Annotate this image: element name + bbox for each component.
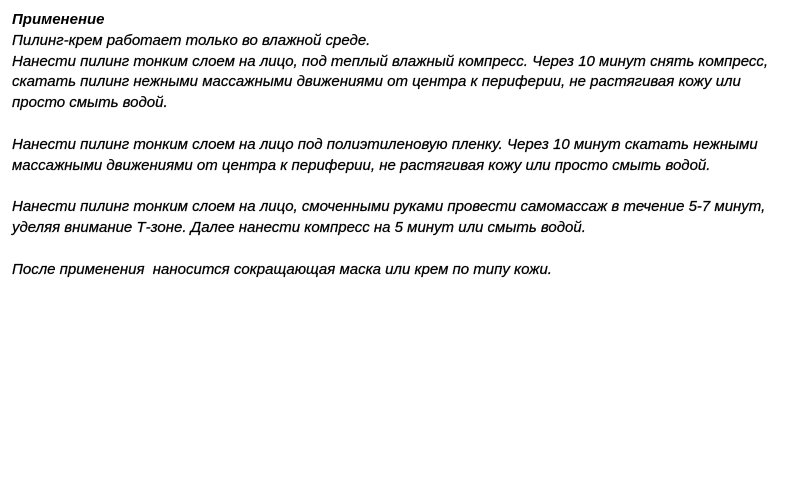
paragraph-spacer bbox=[12, 239, 788, 260]
text-line: просто смыть водой. bbox=[12, 94, 168, 112]
text-line: Нанести пилинг тонким слоем на лицо, под теплый влажный компресс. Через 10 минут снять компресс, bbox=[12, 52, 769, 70]
paragraph-spacer bbox=[12, 176, 788, 197]
text-line: скатать пилинг нежными массажными движениями от центра к периферии, не растягивая кожу или bbox=[12, 73, 741, 91]
text-line: После применения наносится сокращающая маска или крем по типу кожи. bbox=[12, 260, 552, 278]
paragraph-usage-massage bbox=[12, 197, 788, 239]
paragraph-spacer bbox=[12, 114, 788, 135]
paragraph-usage-compress bbox=[12, 31, 788, 114]
text-line: Нанести пилинг тонким слоем на лицо под полиэтиленовую пленку. Через 10 минут скатать нежными bbox=[12, 135, 758, 153]
text-line: Нанести пилинг тонким слоем на лицо, смоченными руками провести самомассаж в течение 5-7 минут, bbox=[12, 198, 766, 216]
paragraph-after-use bbox=[12, 260, 788, 281]
text-line: Пилинг-крем работает только во влажной среде. bbox=[12, 31, 371, 49]
section-heading: Применение bbox=[12, 11, 105, 28]
paragraph-usage-film bbox=[12, 135, 788, 177]
text-line: массажными движениями от центра к периферии, не растягивая кожу или просто смыть водой. bbox=[12, 156, 711, 174]
text-line: уделяя внимание Т-зоне. Далее нанести компресс на 5 минут или смыть водой. bbox=[12, 218, 586, 236]
